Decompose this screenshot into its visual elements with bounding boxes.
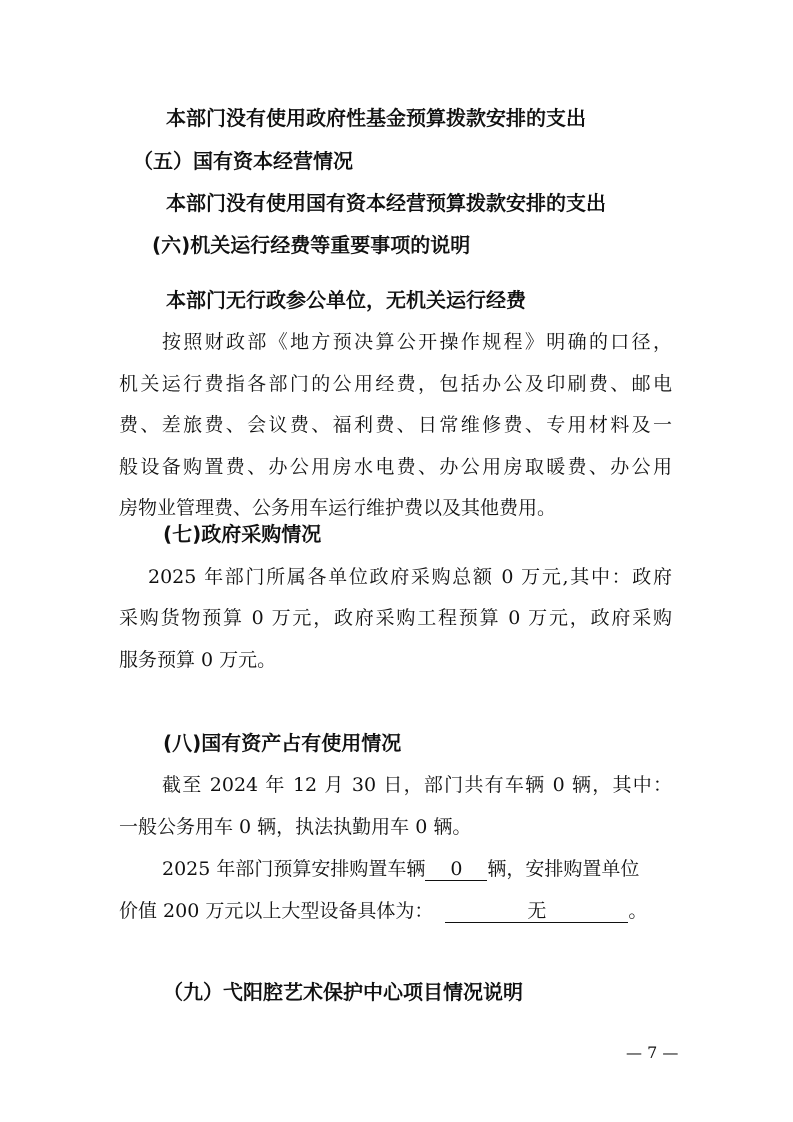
statement-fund-budget: 本部门没有使用政府性基金预算拨款安排的支出 [166, 106, 586, 130]
section-heading-6: (六)机关运行经费等重要事项的说明 [152, 233, 471, 257]
paragraph-line: 机关运行费指各部门的公用经费，包括办公及印刷费、邮电 [119, 373, 672, 395]
statement-capital-budget: 本部门没有使用国有资本经营预算拨款安排的支出 [166, 191, 606, 215]
paragraph-line: 房物业管理费、公务用车运行维护费以及其他费用。 [119, 497, 557, 519]
paragraph-line: 般设备购置费、办公用房水电费、办公用房取暖费、办公用 [119, 456, 672, 478]
vehicle-count-blank: 0 [425, 858, 487, 881]
paragraph-line: 采购货物预算 0 万元，政府采购工程预算 0 万元，政府采购 [119, 607, 672, 629]
page-number: — 7 — [626, 1043, 679, 1062]
equipment-blank: 无 [445, 900, 628, 923]
section-heading-7: (七)政府采购情况 [163, 522, 322, 546]
section-heading-8: (八)国有资产占有使用情况 [163, 731, 402, 755]
paragraph-line: 2025 年部门所属各单位政府采购总额 0 万元,其中：政府 [148, 566, 672, 588]
equipment-purchase-prefix: 价值 200 万元以上大型设备具体为： [119, 900, 434, 922]
section-heading-9: （九）弋阳腔艺术保护中心项目情况说明 [163, 980, 523, 1004]
paragraph-line: 一般公务用车 0 辆，执法执勤用车 0 辆。 [119, 816, 472, 838]
equipment-purchase-suffix: 。 [628, 900, 648, 922]
paragraph-line: 服务预算 0 万元。 [119, 649, 277, 671]
vehicle-purchase-suffix: 辆，安排购置单位 [487, 858, 640, 880]
paragraph-line: 按照财政部《地方预决算公开操作规程》明确的口径， [162, 331, 672, 353]
statement-operating-costs: 本部门无行政参公单位，无机关运行经费 [166, 288, 526, 312]
paragraph-line: 截至 2024 年 12 月 30 日，部门共有车辆 0 辆，其中： [162, 774, 672, 796]
equipment-purchase-line [119, 899, 647, 923]
paragraph-line: 费、差旅费、会议费、福利费、日常维修费、专用材料及一 [119, 414, 672, 436]
vehicle-purchase-line [162, 857, 639, 881]
section-heading-5: （五）国有资本经营情况 [133, 149, 353, 173]
vehicle-purchase-prefix: 2025 年部门预算安排购置车辆 [162, 858, 426, 880]
